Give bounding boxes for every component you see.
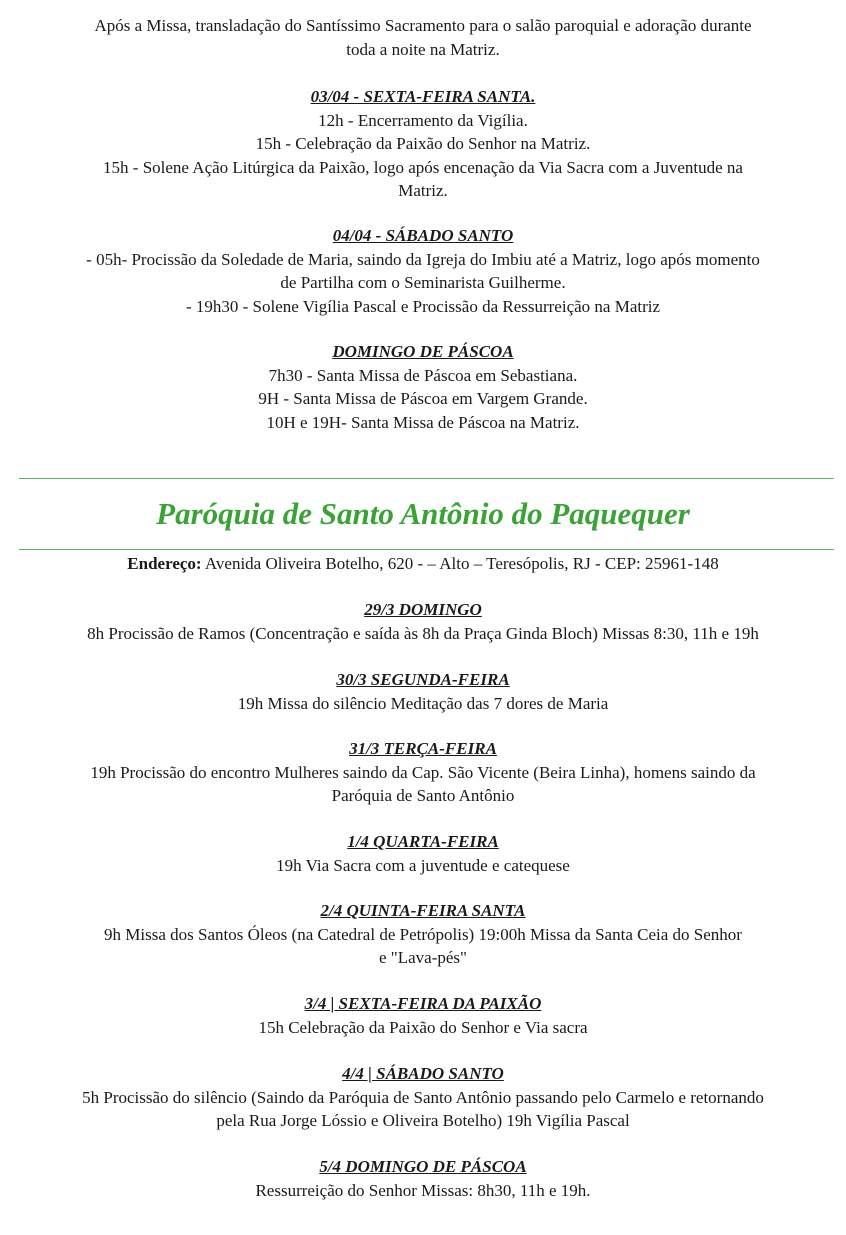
schedule-line: - 19h30 - Solene Vigília Pascal e Procissão da Ressurreição na Matriz	[185, 296, 661, 316]
schedule-line: 10H e 19H- Santa Missa de Páscoa na Matriz.	[266, 412, 580, 432]
schedule-block-30-3	[14, 668, 832, 715]
schedule-block-2-4	[14, 899, 832, 970]
divider-bottom	[19, 549, 834, 550]
intro-paragraph	[14, 14, 832, 61]
parish-title: Paróquia de Santo Antônio do Paquequer	[156, 496, 690, 531]
day-heading: 1/4 QUARTA-FEIRA	[347, 832, 499, 851]
schedule-line: 19h Missa do silêncio Meditação das 7 dores de Maria	[237, 693, 609, 713]
intro-line: Após a Missa, transladação do Santíssimo Sacramento para o salão paroquial e adoração durante	[94, 16, 752, 35]
schedule-line: 8h Procissão de Ramos (Concentração e saída às 8h da Praça Ginda Bloch) Missas 8:30, 11h e 19h	[87, 623, 759, 643]
schedule-block-29-3	[14, 598, 832, 645]
address-value: Avenida Oliveira Botelho, 620 - – Alto – Teresópolis, RJ - CEP: 25961-148	[201, 554, 719, 573]
schedule-block-5-4	[14, 1155, 832, 1202]
day-heading: 30/3 SEGUNDA-FEIRA	[336, 670, 510, 689]
schedule-line: 15h - Celebração da Paixão do Senhor na Matriz.	[255, 134, 591, 153]
schedule-line: e "Lava-pés"	[379, 948, 467, 967]
schedule-block-1-4	[14, 830, 832, 877]
schedule-block-3-4	[14, 992, 832, 1039]
schedule-line: - 05h- Procissão da Soledade de Maria, saindo da Igreja do Imbiu até a Matriz, logo após momento	[86, 249, 760, 269]
schedule-line: Ressurreição do Senhor Missas: 8h30, 11h e 19h.	[255, 1180, 591, 1200]
address-label: Endereço:	[127, 554, 202, 573]
schedule-block-sexta-feira-santa	[14, 85, 832, 203]
day-heading: 3/4 | SEXTA-FEIRA DA PAIXÃO	[304, 994, 542, 1013]
day-heading: 2/4 QUINTA-FEIRA SANTA	[320, 901, 526, 920]
schedule-line: Matriz.	[398, 181, 448, 200]
intro-line: toda a noite na Matriz.	[346, 39, 500, 59]
schedule-line: 19h Procissão do encontro Mulheres saindo da Cap. São Vicente (Beira Linha), homens saindo da	[90, 762, 756, 782]
schedule-line: 12h - Encerramento da Vigília.	[318, 110, 528, 130]
divider-top	[19, 478, 834, 479]
schedule-line: 7h30 - Santa Missa de Páscoa em Sebastiana.	[268, 365, 578, 385]
schedule-line: 15h Celebração da Paixão do Senhor e Via sacra	[258, 1017, 588, 1037]
day-heading: 04/04 - SÁBADO SANTO	[332, 226, 514, 245]
schedule-line: pela Rua Jorge Lóssio e Oliveira Botelho) 19h Vigília Pascal	[216, 1111, 630, 1130]
schedule-block-31-3	[14, 737, 832, 808]
schedule-line: 9H - Santa Missa de Páscoa em Vargem Grande.	[258, 389, 588, 408]
schedule-block-domingo-de-pascoa	[14, 340, 832, 434]
day-heading: DOMINGO DE PÁSCOA	[332, 342, 514, 361]
day-heading: 31/3 TERÇA-FEIRA	[349, 739, 497, 758]
day-heading: 5/4 DOMINGO DE PÁSCOA	[319, 1157, 527, 1176]
schedule-line: 15h - Solene Ação Litúrgica da Paixão, logo após encenação da Via Sacra com a Juventude na	[103, 157, 743, 177]
schedule-line: 5h Procissão do silêncio (Saindo da Paróquia de Santo Antônio passando pelo Carmelo e retornando	[82, 1087, 764, 1107]
schedule-block-sabado-santo	[14, 224, 832, 318]
schedule-line: de Partilha com o Seminarista Guilherme.	[280, 273, 566, 292]
schedule-line: 9h Missa dos Santos Óleos (na Catedral de Petrópolis) 19:00h Missa da Santa Ceia do Senhor	[104, 924, 742, 944]
day-heading: 29/3 DOMINGO	[364, 600, 482, 619]
schedule-block-4-4	[14, 1062, 832, 1133]
schedule-line: 19h Via Sacra com a juventude e catequese	[276, 855, 570, 875]
schedule-line: Paróquia de Santo Antônio	[331, 786, 515, 805]
day-heading: 4/4 | SÁBADO SANTO	[342, 1064, 504, 1083]
parish-address	[0, 552, 846, 576]
day-heading: 03/04 - SEXTA-FEIRA SANTA.	[310, 87, 536, 106]
